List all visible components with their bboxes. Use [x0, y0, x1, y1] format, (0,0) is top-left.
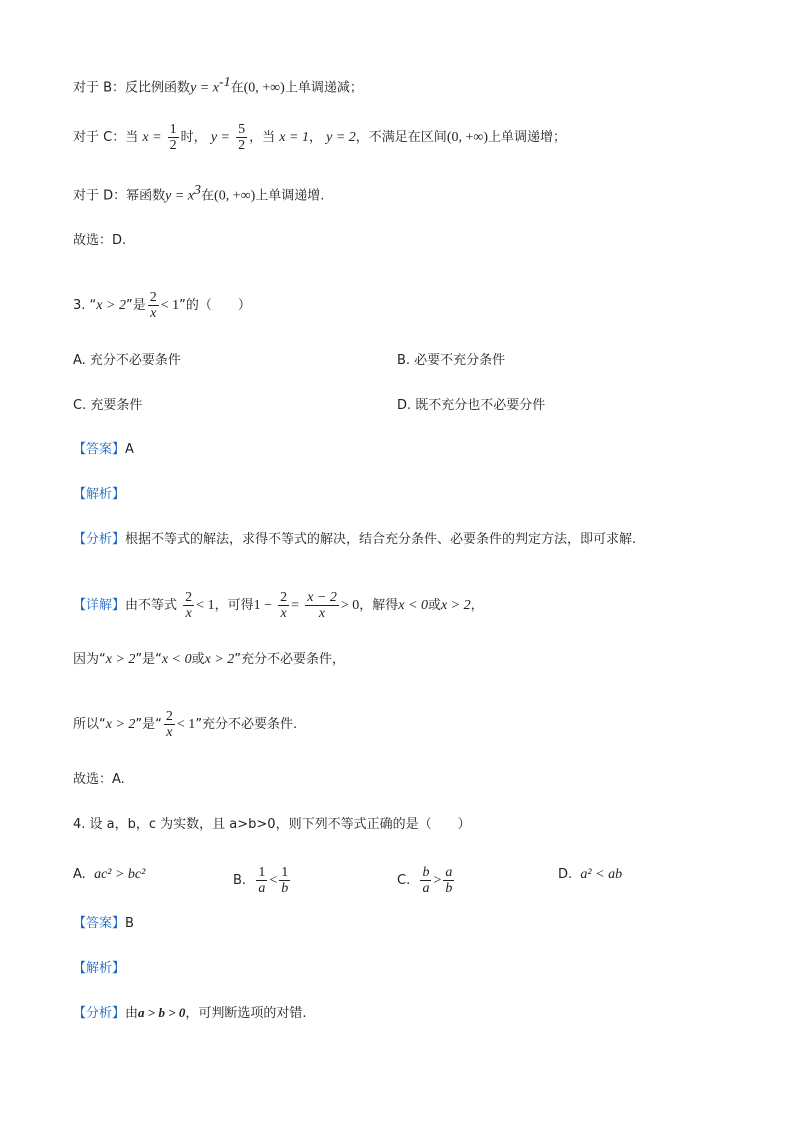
- q3-option-c: C. 充要条件: [73, 398, 143, 413]
- text: ，: [308, 130, 322, 145]
- numerator: 2: [185, 590, 193, 605]
- fenxi-text: 根据不等式的解法，求得不等式的解决，结合充分条件、必要条件的判定方法，即可求解.: [125, 532, 637, 547]
- q3-final-answer: 故选：A.: [73, 772, 125, 787]
- text: 对于 D：幂函数: [73, 188, 166, 204]
- text: 或: [427, 598, 441, 613]
- text: ”是“: [135, 652, 162, 667]
- denominator: x: [185, 606, 192, 621]
- numerator: 2: [165, 709, 173, 724]
- numerator: 2: [149, 290, 157, 305]
- text: ”充分不必要条件.: [195, 717, 298, 732]
- math: < 1: [196, 598, 215, 613]
- fraction: [420, 865, 431, 896]
- text: 由不等式: [125, 598, 178, 613]
- line-option-d-analysis: [73, 181, 324, 206]
- math: y =: [210, 130, 230, 145]
- option-label: A.: [73, 867, 86, 882]
- math: x > 2: [105, 652, 136, 667]
- math: x < 0: [161, 652, 192, 667]
- math: x > 2: [96, 298, 126, 313]
- numerator: 1: [169, 122, 177, 137]
- q3-option-a: A. 充分不必要条件: [73, 353, 181, 368]
- math: =: [291, 598, 300, 613]
- math: a² < ab: [580, 867, 623, 882]
- numerator: 5: [238, 122, 246, 137]
- text: 或: [191, 652, 205, 667]
- q4-option-d: [558, 865, 622, 885]
- denominator: x: [150, 306, 157, 321]
- math: 1 −: [253, 598, 272, 613]
- math: > 0: [340, 598, 360, 613]
- answer-tag: 【答案】: [73, 442, 126, 457]
- option-label: B.: [233, 873, 247, 888]
- text: 上单调递减；: [284, 80, 363, 96]
- fraction: [443, 865, 454, 896]
- text: ，可得: [214, 598, 254, 613]
- text: 因为“: [73, 652, 106, 667]
- fraction: [236, 122, 247, 153]
- option-label: D.: [558, 867, 573, 882]
- text: ，可判断选项的对错.: [185, 1006, 307, 1021]
- fraction: [278, 590, 289, 621]
- q3-fenxi: [73, 530, 636, 550]
- q3-so: [73, 709, 297, 740]
- text: ，: [470, 598, 484, 613]
- q3-option-d: D. 既不充分也不必要分件: [397, 398, 546, 413]
- math: x > 2: [204, 652, 235, 667]
- numerator: x − 2: [307, 590, 337, 605]
- text: ”充分不必要条件，: [234, 652, 346, 667]
- denominator: 2: [169, 138, 177, 153]
- denominator: b: [445, 881, 453, 896]
- q4-fenxi: [73, 1003, 307, 1024]
- fraction: [183, 590, 194, 621]
- math: x > 2: [440, 598, 471, 613]
- fraction: [279, 865, 290, 896]
- text: 上单调递增.: [255, 188, 325, 204]
- text: 上单调递增；: [488, 130, 567, 145]
- fraction: [168, 122, 179, 153]
- denominator: x: [166, 725, 173, 740]
- q4-answer: [73, 914, 134, 934]
- denominator: b: [281, 881, 289, 896]
- text: 在: [230, 80, 244, 96]
- math-interval: (0, +∞): [214, 188, 256, 204]
- numerator: b: [422, 865, 430, 880]
- text: ，不满足在区间: [355, 130, 447, 145]
- q3-answer: [73, 440, 134, 460]
- text: 对于 C：当: [73, 130, 139, 145]
- line-option-c-analysis: [73, 122, 566, 153]
- fraction: [256, 865, 267, 896]
- numerator: 1: [258, 865, 266, 880]
- text: 由: [125, 1006, 139, 1021]
- answer-tag: 【答案】: [73, 916, 126, 931]
- math: a > b > 0: [138, 1005, 186, 1020]
- text: ，当: [249, 130, 276, 145]
- denominator: x: [318, 606, 326, 621]
- math-func: y = x: [190, 80, 219, 96]
- detail-tag: 【详解】: [73, 598, 126, 613]
- fraction: [164, 709, 175, 740]
- math: < 1: [176, 717, 196, 732]
- q4-stem: 4. 设 a，b，c 为实数，且 a>b>0，则下列不等式正确的是（ ）: [73, 817, 471, 832]
- q3-analysis-tag: 【解析】: [73, 487, 126, 502]
- math: <: [269, 873, 278, 888]
- q4-option-c: [397, 865, 456, 896]
- text: 时，: [180, 130, 207, 145]
- fenxi-tag: 【分析】: [73, 1006, 126, 1021]
- math-exp: 3: [194, 183, 202, 198]
- text: 3. “: [73, 298, 97, 313]
- denominator: 2: [238, 138, 246, 153]
- text: ”的（ ）: [179, 298, 251, 313]
- math-exp: -1: [218, 75, 231, 90]
- numerator: a: [445, 865, 453, 880]
- math-func: y = x: [165, 188, 195, 204]
- math: x < 0: [398, 598, 428, 613]
- math: x =: [142, 130, 162, 145]
- fenxi-tag: 【分析】: [73, 532, 126, 547]
- math: < 1: [160, 298, 180, 313]
- text: ”是“: [135, 717, 162, 732]
- option-label: C.: [397, 873, 411, 888]
- text: 所以“: [73, 717, 106, 732]
- math: x = 1: [279, 130, 309, 145]
- q3-because: [73, 650, 345, 670]
- fraction: [148, 290, 159, 321]
- math-interval: (0, +∞): [243, 80, 285, 96]
- text: ”是: [125, 298, 146, 313]
- math: ac² > bc²: [94, 867, 146, 882]
- answer-value: B: [125, 916, 134, 931]
- line-option-b-analysis: [73, 73, 363, 98]
- math-interval: (0, +∞): [446, 130, 489, 145]
- q3-detail: [73, 590, 484, 621]
- denominator: x: [280, 606, 287, 621]
- math: y = 2: [326, 130, 356, 145]
- numerator: 2: [280, 590, 288, 605]
- text: 对于 B：反比例函数: [73, 80, 191, 96]
- text: 在: [201, 188, 215, 204]
- numerator: 1: [281, 865, 289, 880]
- q3-option-b: B. 必要不充分条件: [397, 353, 506, 368]
- prev-answer: 故选：D.: [73, 233, 127, 248]
- math: >: [433, 873, 442, 888]
- denominator: a: [258, 881, 266, 896]
- denominator: a: [422, 881, 430, 896]
- q4-option-b: [233, 865, 292, 896]
- answer-value: A: [125, 442, 134, 457]
- q4-analysis-tag: 【解析】: [73, 961, 126, 976]
- q3-stem: [73, 290, 251, 321]
- fraction: [305, 590, 339, 621]
- text: ，解得: [359, 598, 399, 613]
- math: x > 2: [105, 717, 136, 732]
- q4-option-a: [73, 865, 145, 885]
